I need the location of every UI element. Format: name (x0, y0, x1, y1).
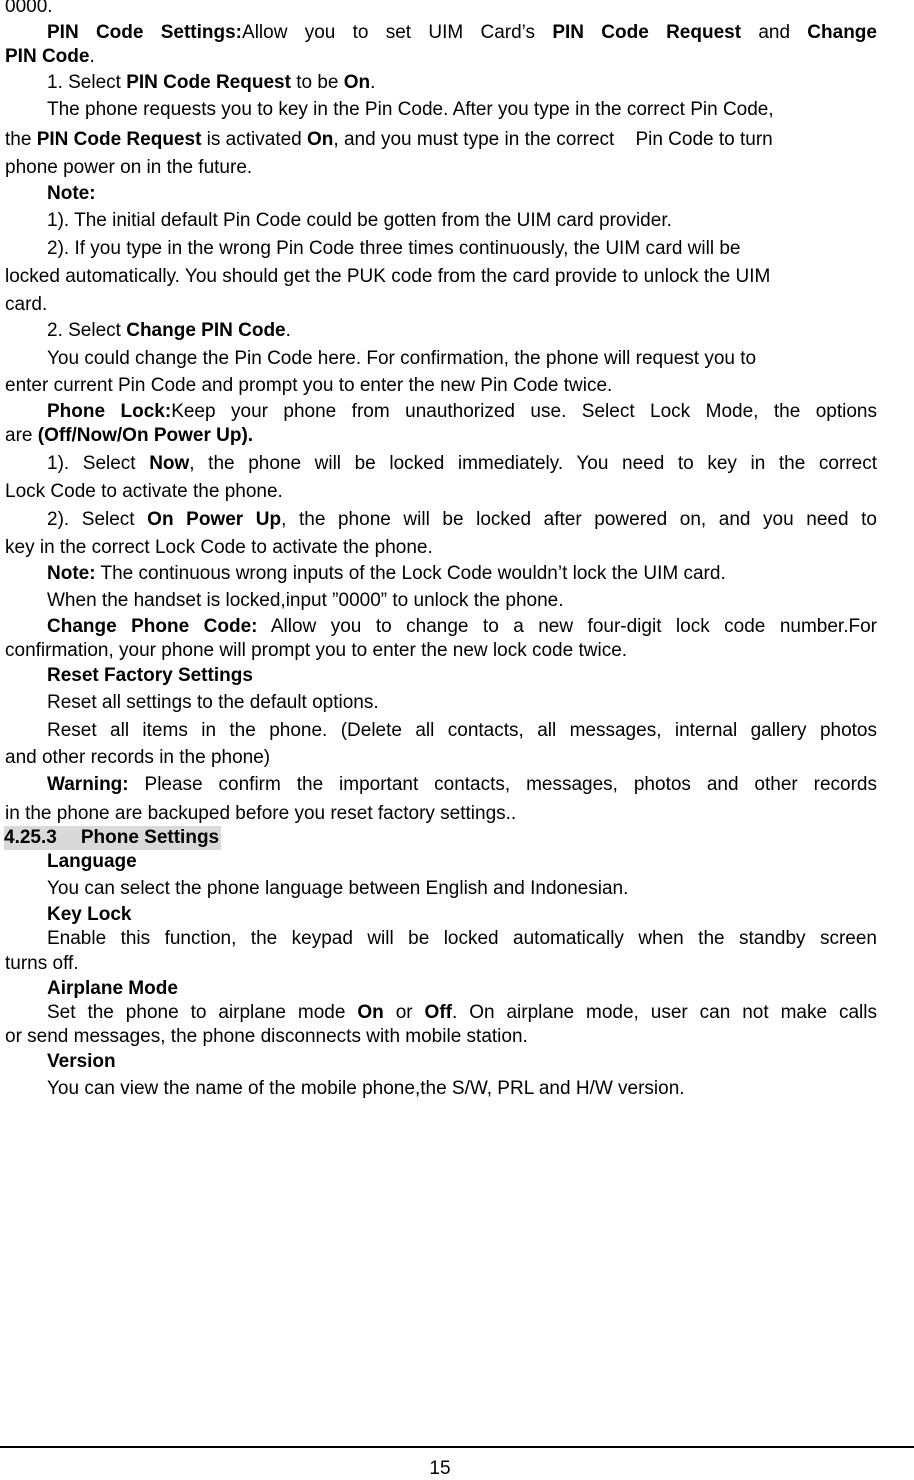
page-number: 15 (429, 1458, 451, 1479)
reset-line3: and other records in the phone) (5, 747, 271, 768)
step2-desc-line2: enter current Pin Code and prompt you to enter the new Pin Code twice. (5, 375, 613, 396)
language-title: Language (47, 851, 137, 872)
note-1: 1). The initial default Pin Code could be gotten from the UIM card provider. (47, 210, 672, 231)
lock-note: Note: The continuous wrong inputs of the Lock Code wouldn’t lock the UIM card. (47, 563, 726, 584)
step2-desc-line1: You could change the Pin Code here. For confirmation, the phone will request you to (47, 348, 757, 369)
keylock-title: Key Lock (47, 904, 132, 925)
change-code-line1: Change Phone Code: Allow you to change to a new four-digit lock code number.For (47, 616, 877, 637)
version-text: You can view the name of the mobile phone,the S/W, PRL and H/W version. (47, 1078, 685, 1099)
warning-line2: in the phone are backuped before you reset factory settings.. (5, 803, 517, 824)
keylock-line1: Enable this function, the keypad will be locked automatically when the standby screen (47, 928, 877, 949)
lock-power-line2: key in the correct Lock Code to activate the phone. (5, 537, 433, 558)
step1-desc-line2: the PIN Code Request is activated On, and you must type in the correct Pin Code to turn (5, 129, 773, 150)
phone-lock-line2: are (Off/Now/On Power Up). (5, 425, 254, 446)
change-code-line2: confirmation, your phone will prompt you to enter the new lock code twice. (5, 640, 628, 661)
airplane-line2: or send messages, the phone disconnects with mobile station. (5, 1026, 528, 1047)
version-title: Version (47, 1051, 116, 1072)
reset-line2: Reset all items in the phone. (Delete all contacts, all messages, internal gallery photos (47, 720, 877, 741)
footer-rule (0, 1446, 914, 1448)
airplane-line1: Set the phone to airplane mode On or Off. On airplane mode, user can not make calls (47, 1002, 878, 1023)
note-2-line3: card. (5, 294, 48, 315)
top-fragment: 0000. (5, 0, 53, 17)
reset-line1: Reset all settings to the default options. (47, 692, 379, 713)
language-text: You can select the phone language between English and Indonesian. (47, 878, 629, 899)
step1-desc-line3: phone power on in the future. (5, 157, 253, 178)
step1-desc-line1: The phone requests you to key in the Pin Code. After you type in the correct Pin Code, (47, 99, 774, 120)
keylock-line2: turns off. (5, 953, 79, 974)
airplane-title: Airplane Mode (47, 978, 178, 999)
warning-line1: Warning: Please confirm the important contacts, messages, photos and other records (47, 774, 877, 795)
note-2-line2: locked automatically. You should get the PUK code from the card provide to unlock the UIM (5, 266, 771, 287)
lock-now-line2: Lock Code to activate the phone. (5, 481, 283, 502)
reset-title: Reset Factory Settings (47, 665, 253, 686)
lock-power-line1: 2). Select On Power Up, the phone will be locked after powered on, and you need to (47, 509, 877, 530)
phone-lock-line1: Phone Lock:Keep your phone from unauthorized use. Select Lock Mode, the options (47, 401, 877, 422)
lock-now-line1: 1). Select Now, the phone will be locked immediately. You need to key in the correct (47, 453, 877, 474)
pin-settings-line2: PIN Code. (5, 46, 95, 67)
note-label: Note: (47, 183, 96, 204)
section-heading: 4.25.3 Phone Settings (4, 827, 220, 848)
unlock-hint: When the handset is locked,input ”0000” to unlock the phone. (47, 590, 564, 611)
pin-settings-line1: PIN Code Settings:Allow you to set UIM Card’s PIN Code Request and Change (47, 22, 877, 43)
note-2-line1: 2). If you type in the wrong Pin Code three times continuously, the UIM card will be (47, 238, 741, 259)
step1: 1. Select PIN Code Request to be On. (47, 72, 376, 93)
step2: 2. Select Change PIN Code. (47, 320, 291, 341)
